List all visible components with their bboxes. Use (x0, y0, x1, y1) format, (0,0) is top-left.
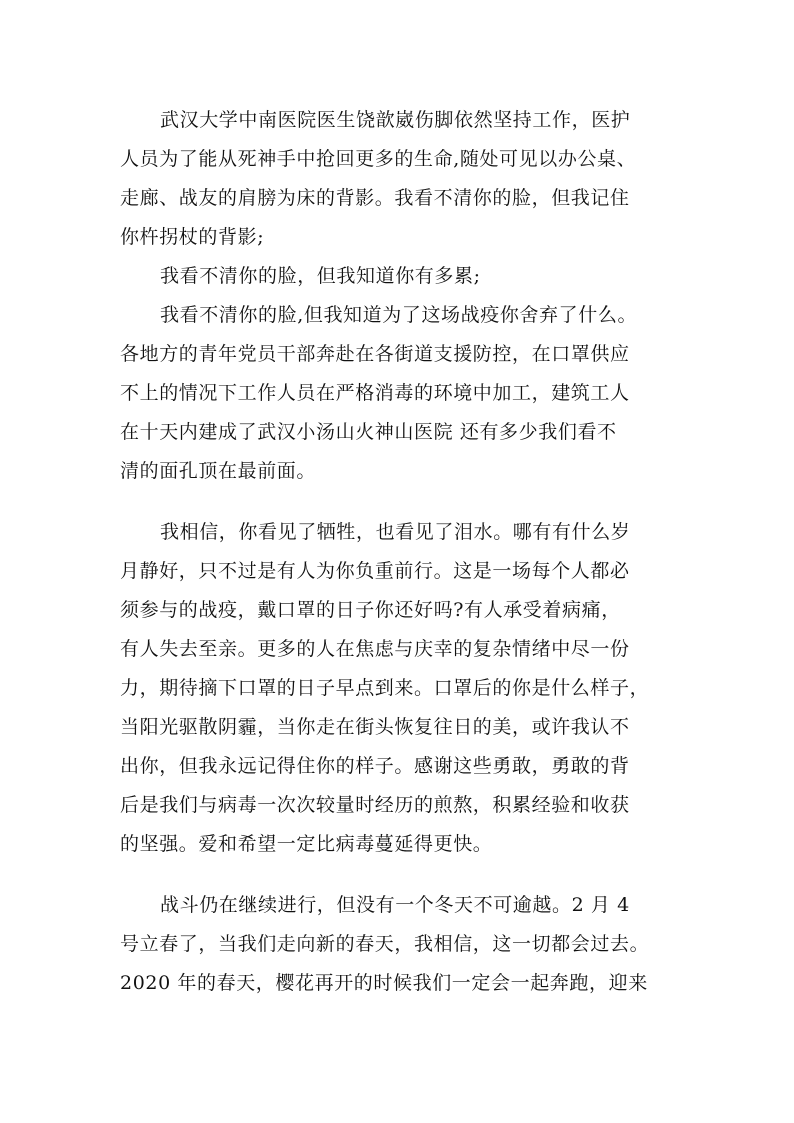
paragraph-line: 力，期待摘下口罩的日子早点到来。口罩后的你是什么样子， (120, 677, 650, 699)
paragraph-line: 战斗仍在继续进行，但没有一个冬天不可逾越。2 月 4 (160, 894, 630, 916)
paragraph-line: 出你，但我永远记得住你的样子。感谢这些勇敢，勇敢的背 (120, 755, 630, 777)
paragraph-line: 你杵拐杖的背影; (120, 226, 265, 248)
paragraph-line: 号立春了，当我们走向新的春天，我相信，这一切都会过去。 (120, 933, 650, 955)
paragraph-line: 武汉大学中南医院医生饶歆崴伤脚依然坚持工作，医护 (160, 109, 631, 131)
paragraph-line: 我看不清你的脸，但我知道你有多累; (160, 265, 481, 287)
paragraph-line: 我相信，你看见了牺牲，也看见了泪水。哪有有什么岁 (160, 521, 631, 543)
paragraph-line: 不上的情况下工作人员在严格消毒的环境中加工，建筑工人 (120, 382, 630, 404)
paragraph-line: 各地方的青年党员干部奔赴在各街道支援防控，在口罩供应 (120, 343, 630, 365)
paragraph-line: 当阳光驱散阴霾，当你走在街头恢复往日的美，或许我认不 (120, 716, 630, 738)
paragraph-line: 走廊、战友的肩膀为床的背影。我看不清你的脸，但我记住 (120, 187, 630, 209)
paragraph-line: 清的面孔顶在最前面。 (120, 460, 317, 482)
paragraph-line: 我看不清你的脸,但我知道为了这场战疫你舍弃了什么。 (160, 304, 638, 326)
paragraph-line: 有人失去至亲。更多的人在焦虑与庆幸的复杂情绪中尽一份 (120, 638, 630, 660)
paragraph-line: 2020 年的春天，樱花再开的时候我们一定会一起奔跑，迎来 (120, 972, 648, 994)
paragraph-line: 在十天内建成了武汉小汤山火神山医院 还有多少我们看不 (120, 421, 617, 443)
paragraph-line: 月静好，只不过是有人为你负重前行。这是一场每个人都必 (120, 560, 630, 582)
paragraph-line: 人员为了能从死神手中抢回更多的生命,随处可见以办公桌、 (120, 148, 637, 170)
paragraph-line: 须参与的战疫，戴口罩的日子你还好吗?有人承受着病痛， (120, 599, 621, 621)
paragraph-line: 的坚强。爱和希望一定比病毒蔓延得更快。 (120, 833, 493, 855)
paragraph-line: 后是我们与病毒一次次较量时经历的煎熬，积累经验和收获 (120, 794, 630, 816)
